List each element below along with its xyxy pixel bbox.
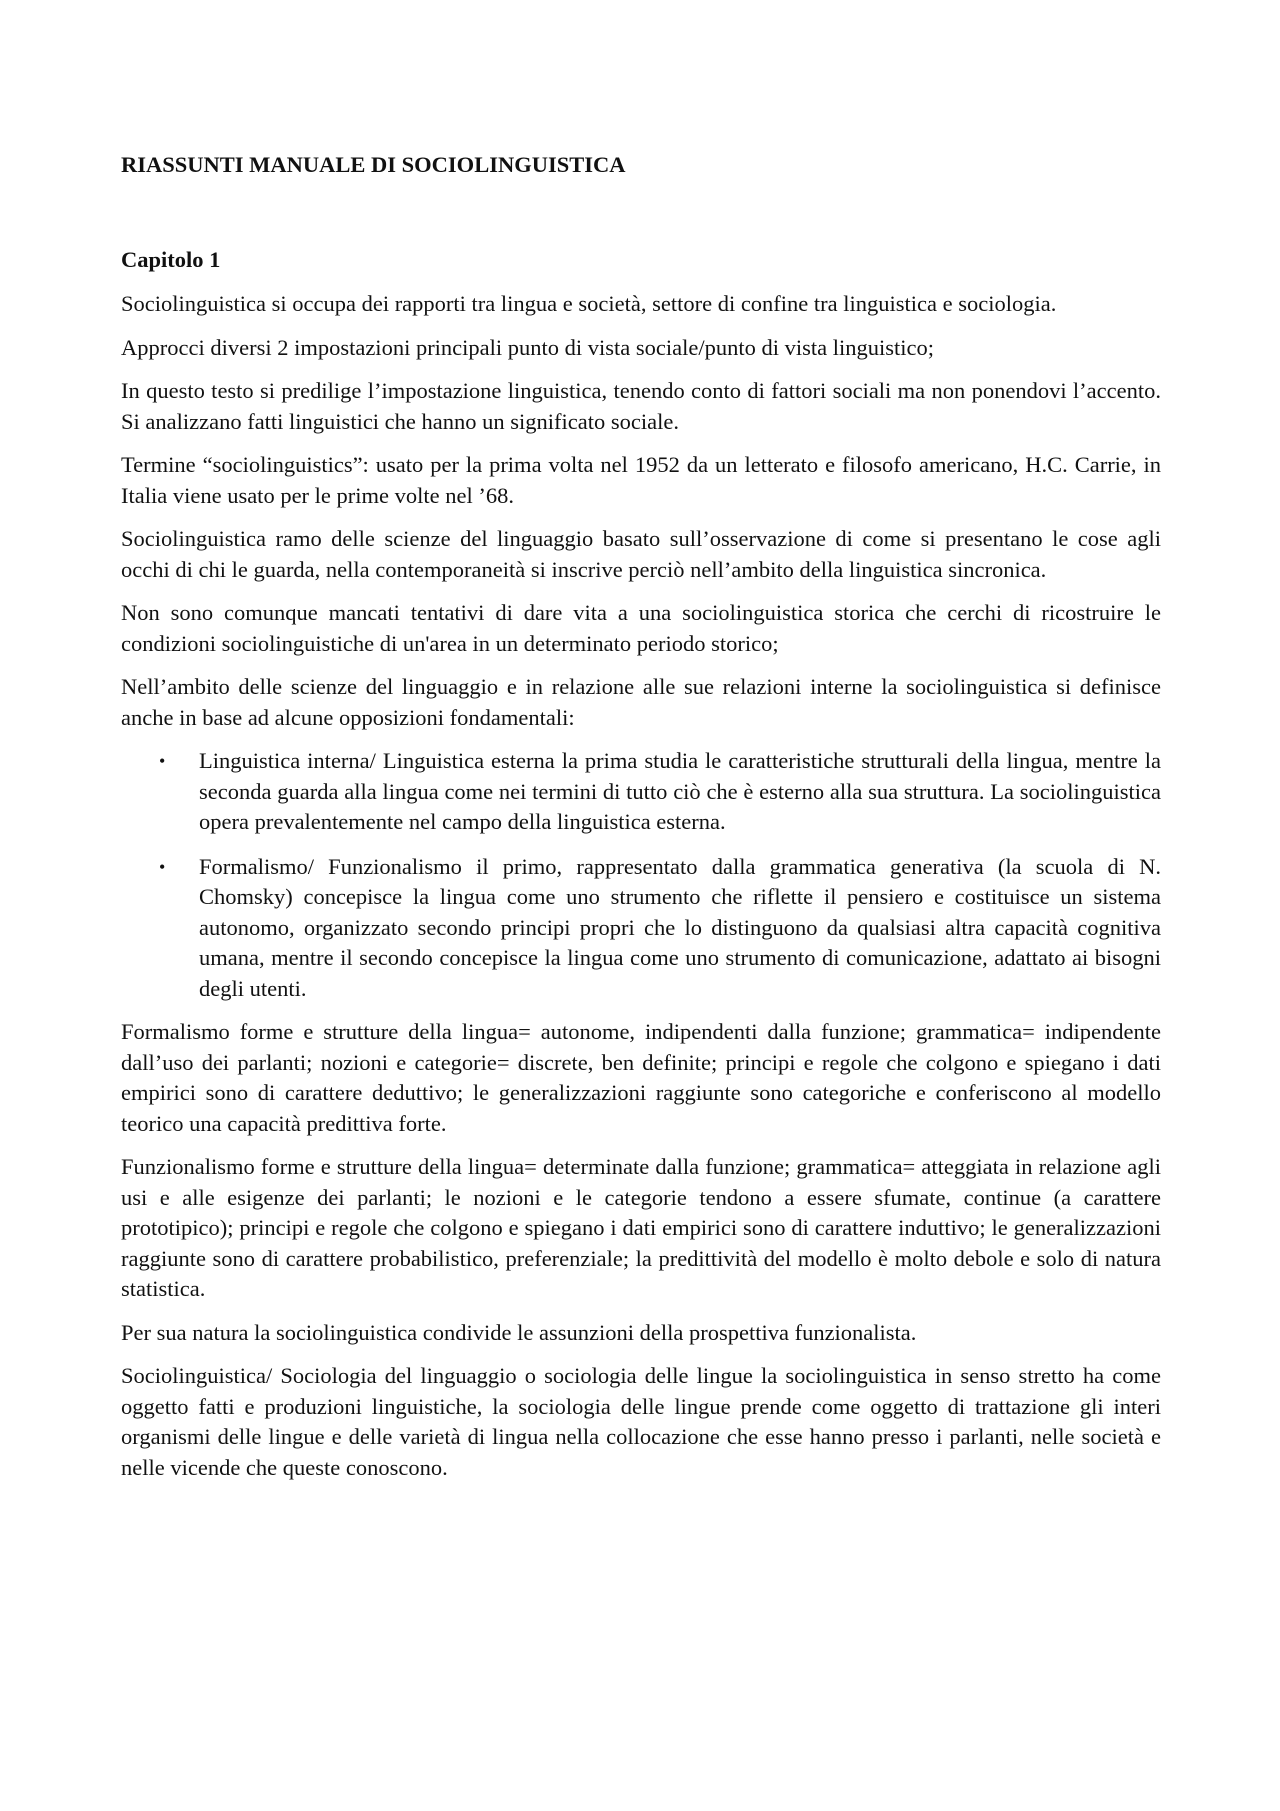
bullet-text: Formalismo/ Funzionalismo il primo, rappresentato dalla grammatica generativa (la scuola di N. Chomsky) concepisce la lingua come uno strumento che riflette il pensiero e costituisce un sistema autonomo, organizzato secondo principi propri che lo distinguono da qualsiasi altra capacità cognitiva umana, mentre il secondo concepisce la lingua come uno strumento di comunicazione, adattato ai bisogni degli utenti. <box>199 853 1161 1001</box>
paragraph: Per sua natura la sociolinguistica condivide le assunzioni della prospettiva funzionalista. <box>121 1319 917 1345</box>
bullet-item <box>121 852 1161 1005</box>
document-page <box>121 150 1161 1483</box>
bullet-marker: • <box>159 856 166 877</box>
paragraph: Sociolinguistica si occupa dei rapporti tra lingua e società, settore di confine tra linguistica e sociologia. <box>121 291 1057 316</box>
paragraph: Funzionalismo forme e strutture della lingua= determinate dalla funzione; grammatica= atteggiata in relazione agli usi e alle esigenze dei parlanti; le nozioni e le categorie tendono a essere sfumate, continue (a carattere prototipico); principi e regole che colgono e spiegano i dati empirici sono di carattere induttivo; le generalizzazioni raggiunte sono di carattere probabilistico, preferenziale; la predittività del modello è molto debole e solo di natura statistica. <box>121 1154 1161 1301</box>
paragraph: Nell’ambito delle scienze del linguaggio e in relazione alle sue relazioni interne la sociolinguistica si definisce anche in base ad alcune opposizioni fondamentali: <box>121 674 1161 730</box>
paragraph: Approcci diversi 2 impostazioni principali punto di vista sociale/punto di vista linguistico; <box>121 334 934 360</box>
paragraph: Formalismo forme e strutture della lingua= autonome, indipendenti dalla funzione; grammatica= indipendente dall’uso dei parlanti; nozioni e categorie= discrete, ben definite; principi e regole che colgono e spiegano i dati empirici sono di carattere deduttivo; le generalizzazioni raggiunte sono categoriche e conferiscono al modello teorico una capacità predittiva forte. <box>121 1019 1161 1136</box>
document-title: RIASSUNTI MANUALE DI SOCIOLINGUISTICA <box>121 152 626 177</box>
paragraph: Sociolinguistica ramo delle scienze del linguaggio basato sull’osservazione di come si presentano le cose agli occhi di chi le guarda, nella contemporaneità si inscrive perciò nell’ambito della linguistica sincronica. <box>121 526 1161 582</box>
paragraph: Sociolinguistica/ Sociologia del linguaggio o sociologia delle lingue la sociolinguistica in senso stretto ha come oggetto fatti e produzioni linguistiche, la sociologia delle lingue prende come oggetto di trattazione gli interi organismi delle lingue e delle varietà di lingua nella collocazione che esse hanno presso i parlanti, nelle società e nelle vicende che queste conoscono. <box>121 1363 1161 1480</box>
paragraph: Non sono comunque mancati tentativi di dare vita a una sociolinguistica storica che cerchi di ricostruire le condizioni sociolinguistiche di un'area in un determinato periodo storico; <box>121 600 1161 656</box>
paragraph: In questo testo si predilige l’impostazione linguistica, tenendo conto di fattori sociali ma non ponendovi l’accento. Si analizzano fatti linguistici che hanno un significato sociale. <box>121 378 1161 434</box>
chapter-heading: Capitolo 1 <box>121 247 221 272</box>
bullet-item <box>121 746 1161 838</box>
bullet-list <box>121 746 1161 1004</box>
bullet-marker: • <box>159 751 166 771</box>
bullet-text: Linguistica interna/ Linguistica esterna la prima studia le caratteristiche strutturali della lingua, mentre la seconda guarda alla lingua come nei termini di tutto ciò che è esterno alla sua struttura. La sociolinguistica opera prevalentemente nel campo della linguistica esterna. <box>199 748 1161 834</box>
paragraph: Termine “sociolinguistics”: usato per la prima volta nel 1952 da un letterato e filosofo americano, H.C. Carrie, in Italia viene usato per le prime volte nel ’68. <box>121 452 1161 508</box>
